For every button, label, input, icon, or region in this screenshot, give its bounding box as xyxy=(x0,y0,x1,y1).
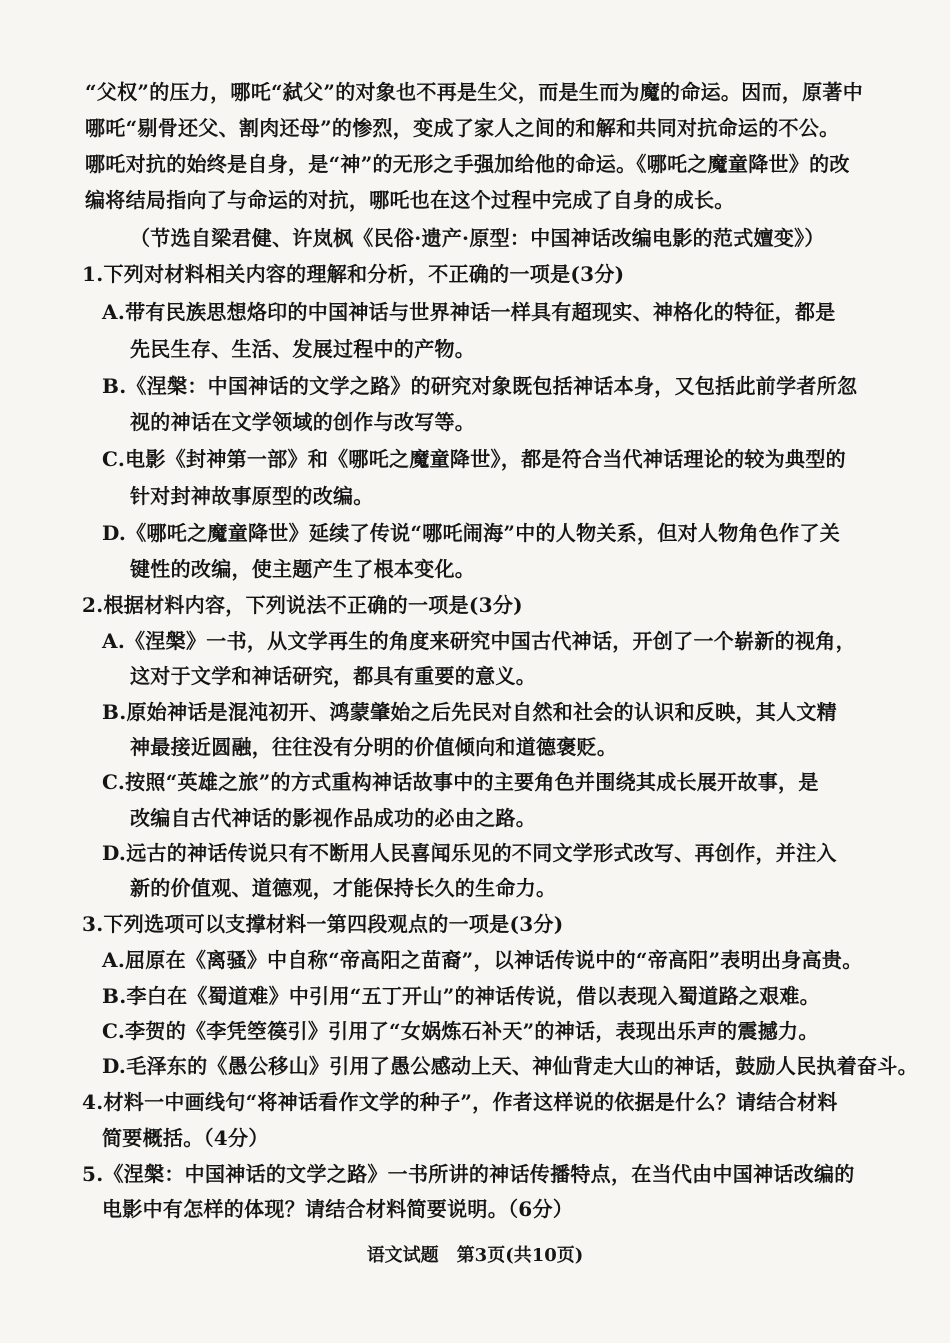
question-3-option-d: D.毛泽东的《愚公移山》引用了愚公感动上天、神仙背走大山的神话，鼓励人民执着奋斗。 xyxy=(102,1054,918,1078)
question-2-option-b-cont: 神最接近圆融，往往没有分明的价值倾向和道德褒贬。 xyxy=(130,735,618,759)
question-1-option-c: C.电影《封神第一部》和《哪吒之魔童降世》，都是符合当代神话理论的较为典型的 xyxy=(102,447,846,471)
passage-line: “父权”的压力，哪吒“弑父”的对象也不再是生父，而是生而为魔的命运。因而，原著中 xyxy=(85,80,864,104)
question-1-option-c-cont: 针对封神故事原型的改编。 xyxy=(130,484,374,508)
question-2-option-c: C.按照“英雄之旅”的方式重构神话故事中的主要角色并围绕其成长展开故事，是 xyxy=(102,770,819,794)
question-2-option-b: B.原始神话是混沌初开、鸿蒙肇始之后先民对自然和社会的认识和反映，其人文精 xyxy=(102,700,837,724)
passage-source: （节选自梁君健、许岚枫《民俗·遗产·原型：中国神话改编电影的范式嬗变》） xyxy=(130,226,825,250)
question-1-option-a-cont: 先民生存、生活、发展过程中的产物。 xyxy=(130,337,476,361)
question-3-option-b: B.李白在《蜀道难》中引用“五丁开山”的神话传说，借以表现入蜀道路之艰难。 xyxy=(102,984,820,1008)
question-1-option-b: B.《涅槃：中国神话的文学之路》的研究对象既包括神话本身，又包括此前学者所忽 xyxy=(102,374,858,398)
passage-line: 编将结局指向了与命运的对抗，哪吒也在这个过程中完成了自身的成长。 xyxy=(85,188,735,212)
question-2-option-a-cont: 这对于文学和神话研究，都具有重要的意义。 xyxy=(130,664,536,688)
question-3-option-a: A.屈原在《离骚》中自称“帝高阳之苗裔”，以神话传说中的“帝高阳”表明出身高贵。 xyxy=(102,948,863,972)
question-2-stem: 2.根据材料内容，下列说法不正确的一项是(3分) xyxy=(82,593,523,617)
question-1-option-d: D.《哪吒之魔童降世》延续了传说“哪吒闹海”中的人物关系，但对人物角色作了关 xyxy=(102,521,841,545)
question-4-stem-cont: 简要概括。（4分） xyxy=(102,1126,269,1150)
passage-line: 哪吒“剔骨还父、割肉还母”的惨烈，变成了家人之间的和解和共同对抗命运的不公。 xyxy=(85,116,840,140)
question-4-stem: 4.材料一中画线句“将神话看作文学的种子”，作者这样说的依据是什么？请结合材料 xyxy=(82,1090,838,1114)
passage-line: 哪吒对抗的始终是自身，是“神”的无形之手强加给他的命运。《哪吒之魔童降世》的改 xyxy=(85,152,850,176)
question-5-stem-cont: 电影中有怎样的体现？请结合材料简要说明。（6分） xyxy=(102,1197,574,1221)
question-2-option-a: A.《涅槃》一书，从文学再生的角度来研究中国古代神话，开创了一个崭新的视角， xyxy=(102,629,856,653)
question-3-option-c: C.李贺的《李凭箜篌引》引用了“女娲炼石补天”的神话，表现出乐声的震撼力。 xyxy=(102,1019,819,1043)
question-5-stem: 5.《涅槃：中国神话的文学之路》一书所讲的神话传播特点，在当代由中国神话改编的 xyxy=(82,1162,855,1186)
question-1-stem: 1.下列对材料相关内容的理解和分析，不正确的一项是(3分) xyxy=(82,262,625,286)
page-footer: 语文试题 第3页(共10页) xyxy=(366,1245,584,1266)
question-2-option-d: D.远古的神话传说只有不断用人民喜闻乐见的不同文学形式改写、再创作，并注入 xyxy=(102,841,837,865)
question-1-option-d-cont: 键性的改编，使主题产生了根本变化。 xyxy=(130,557,476,581)
question-2-option-c-cont: 改编自古代神话的影视作品成功的必由之路。 xyxy=(130,806,536,830)
question-1-option-b-cont: 视的神话在文学领域的创作与改写等。 xyxy=(130,410,476,434)
question-2-option-d-cont: 新的价值观、道德观，才能保持长久的生命力。 xyxy=(130,876,557,900)
question-3-stem: 3.下列选项可以支撑材料一第四段观点的一项是(3分) xyxy=(82,912,564,936)
question-1-option-a: A.带有民族思想烙印的中国神话与世界神话一样具有超现实、神格化的特征，都是 xyxy=(102,300,836,324)
